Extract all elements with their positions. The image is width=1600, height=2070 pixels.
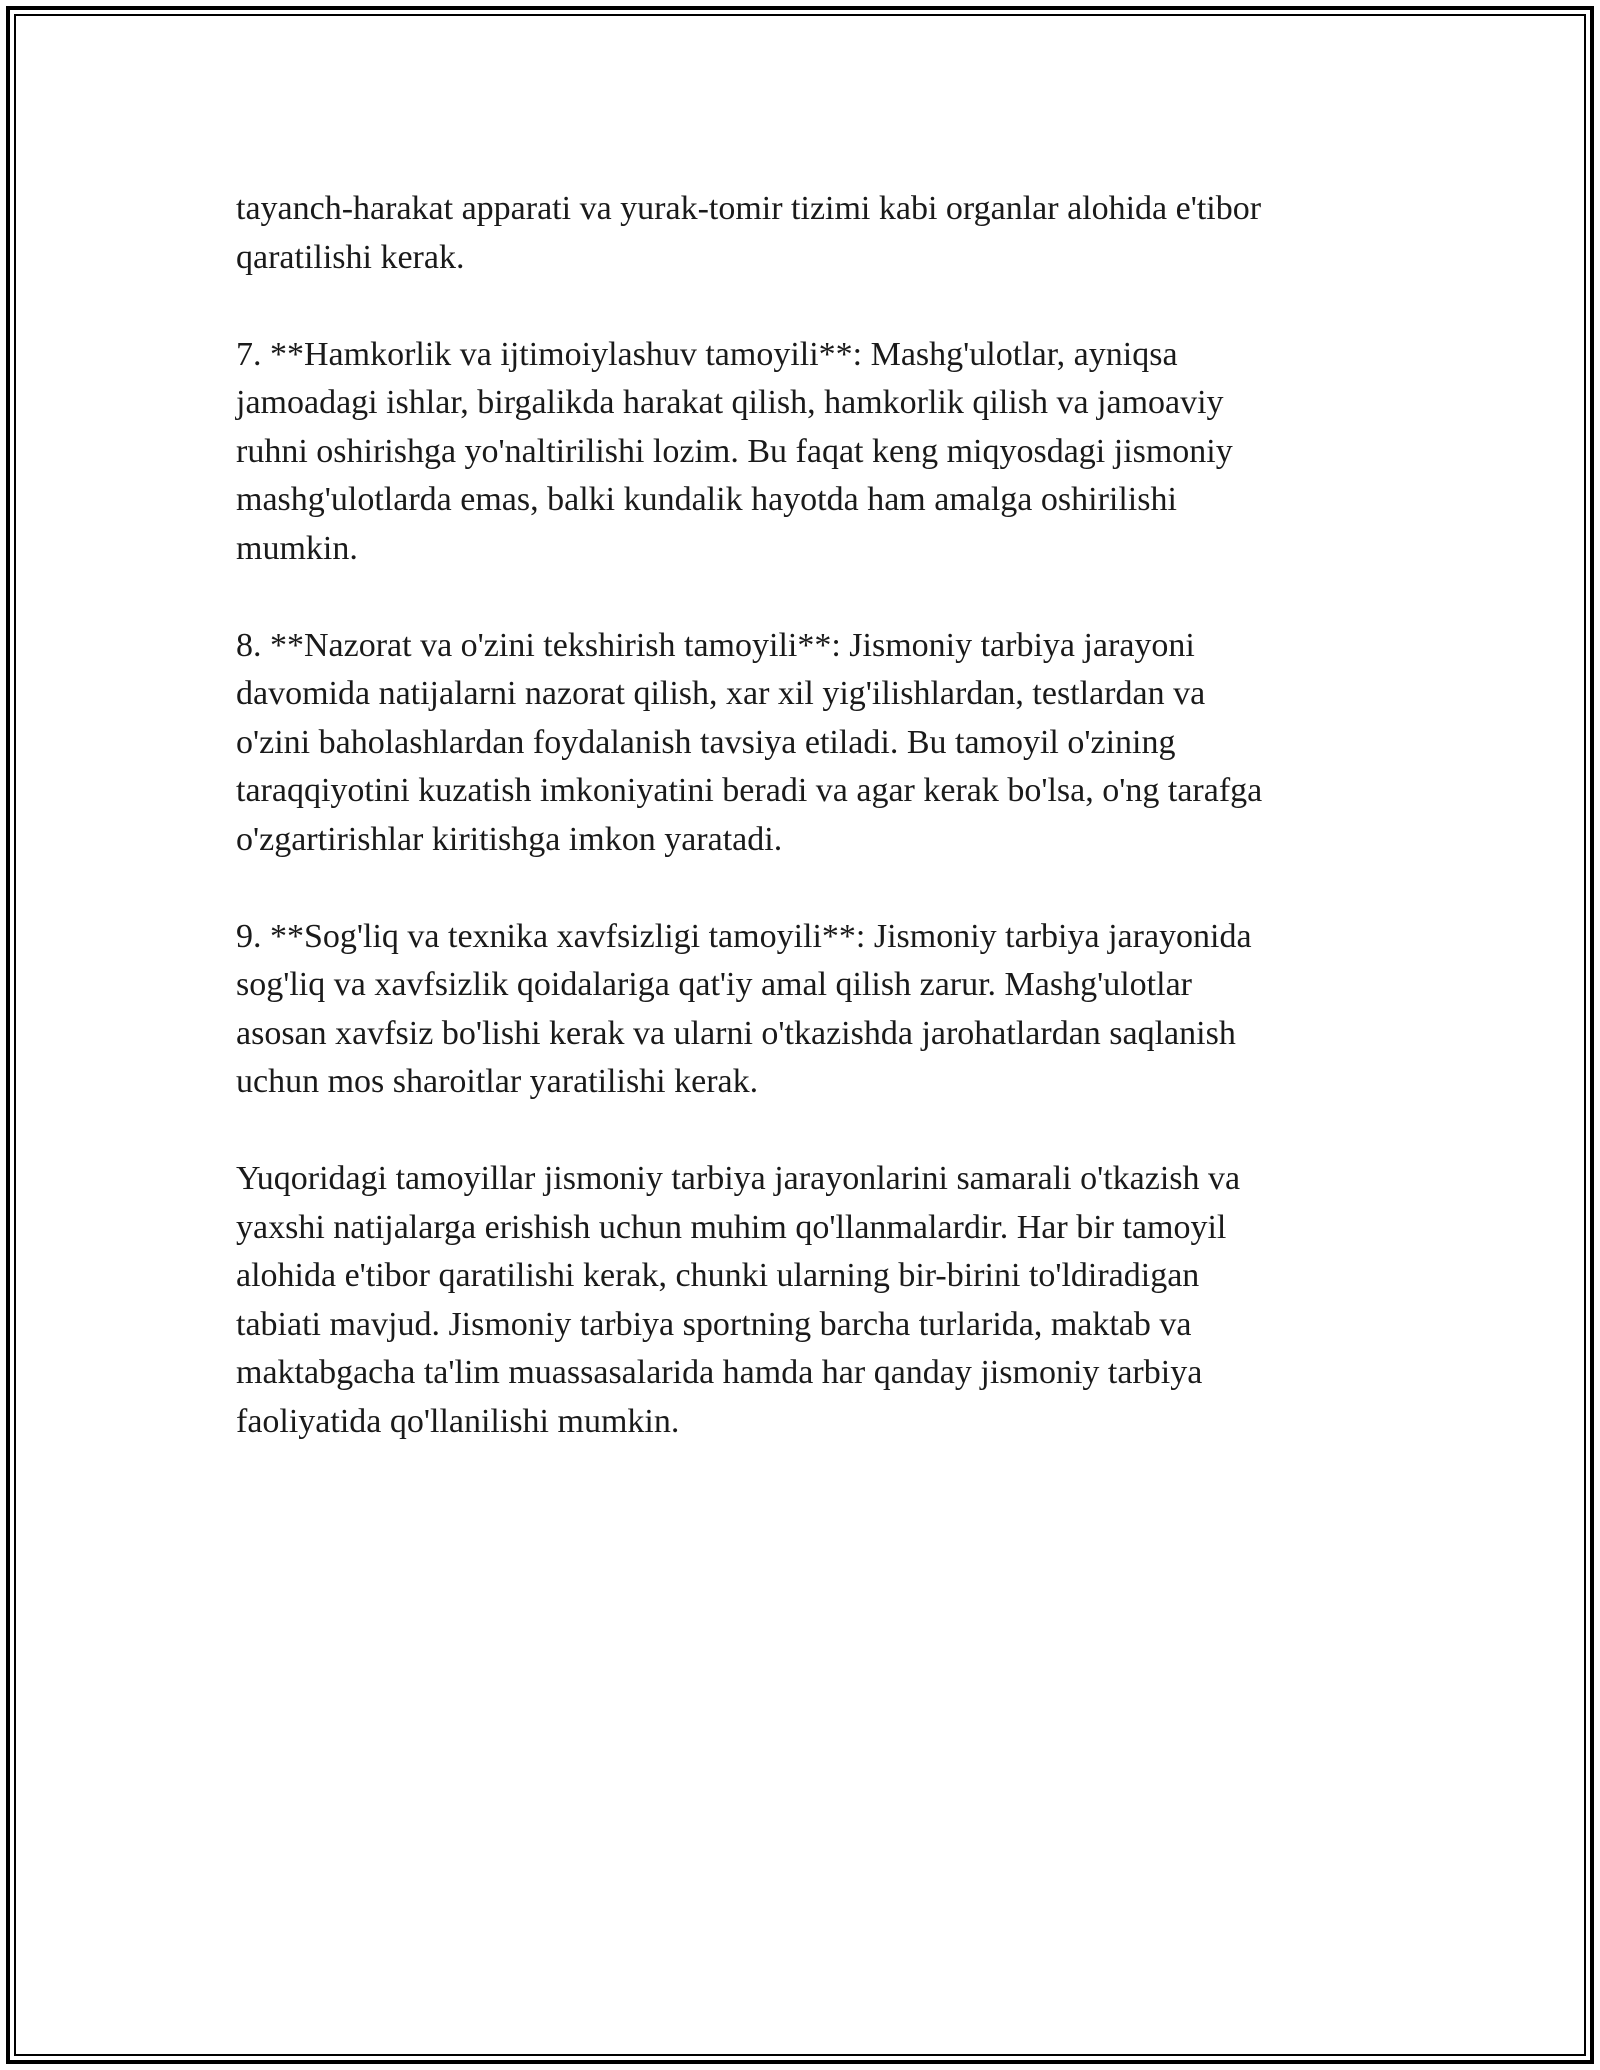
text-line: asosan xavfsiz bo'lishi kerak va ularni o'tkazishda jarohatlardan saqlanish bbox=[236, 1014, 1236, 1052]
text-line: alohida e'tibor qaratilishi kerak, chunki ularning bir-birini to'ldiradigan bbox=[236, 1257, 1200, 1294]
text-line: taraqqiyotini kuzatish imkoniyatini beradi va agar kerak bo'lsa, o'ng tarafga bbox=[236, 772, 1263, 809]
text-line: maktabgacha ta'lim muassasalarida hamda har qanday jismoniy tarbiya bbox=[236, 1354, 1203, 1391]
text-line: tabiati mavjud. Jismoniy tarbiya sportning barcha turlarida, maktab va bbox=[236, 1305, 1192, 1343]
text-line: davomida natijalarni nazorat qilish, xar xil yig'ilishlardan, testlardan va bbox=[236, 675, 1206, 712]
text-line: faoliyatida qo'llanilishi mumkin. bbox=[236, 1402, 680, 1440]
text-line: 7. **Hamkorlik va ijtimoiylashuv tamoyili**: Mashg'ulotlar, ayniqsa bbox=[236, 335, 1178, 373]
text-line: o'zini baholashlardan foydalanish tavsiya etiladi. Bu tamoyil o'zining bbox=[236, 723, 1176, 761]
text-line: uchun mos sharoitlar yaratilishi kerak. bbox=[236, 1063, 759, 1100]
text-line: tayanch-harakat apparati va yurak-tomir tizimi kabi organlar alohida e'tibor bbox=[236, 190, 1262, 227]
text-line: mashg'ulotlarda emas, balki kundalik hayotda ham amalga oshirilishi bbox=[236, 481, 1177, 518]
text-line: yaxshi natijalarga erishish uchun muhim qo'llanmalardir. Har bir tamoyil bbox=[236, 1208, 1227, 1246]
text-line: Yuqoridagi tamoyillar jismoniy tarbiya jarayonlarini samarali o'tkazish va bbox=[236, 1160, 1241, 1197]
text-line: jamoadagi ishlar, birgalikda harakat qilish, hamkorlik qilish va jamoaviy bbox=[236, 384, 1224, 421]
paragraph-conclusion bbox=[236, 1155, 1366, 1446]
text-line: qaratilishi kerak. bbox=[236, 238, 465, 276]
paragraph-principle-8 bbox=[236, 622, 1366, 865]
paragraph-principle-9 bbox=[236, 913, 1366, 1107]
text-line: sog'liq va xavfsizlik qoidalariga qat'iy amal qilish zarur. Mashg'ulotlar bbox=[236, 966, 1192, 1003]
document-body bbox=[236, 185, 1366, 1495]
paragraph-continuation bbox=[236, 185, 1366, 282]
text-line: 9. **Sog'liq va texnika xavfsizligi tamoyili**: Jismoniy tarbiya jarayonida bbox=[236, 917, 1252, 955]
text-line: o'zgartirishlar kiritishga imkon yaratadi. bbox=[236, 820, 783, 858]
text-line: 8. **Nazorat va o'zini tekshirish tamoyili**: Jismoniy tarbiya jarayoni bbox=[236, 626, 1195, 664]
paragraph-principle-7 bbox=[236, 331, 1366, 574]
text-line: ruhni oshirishga yo'naltirilishi lozim. Bu faqat keng miqyosdagi jismoniy bbox=[236, 432, 1233, 470]
text-line: mumkin. bbox=[236, 529, 358, 567]
